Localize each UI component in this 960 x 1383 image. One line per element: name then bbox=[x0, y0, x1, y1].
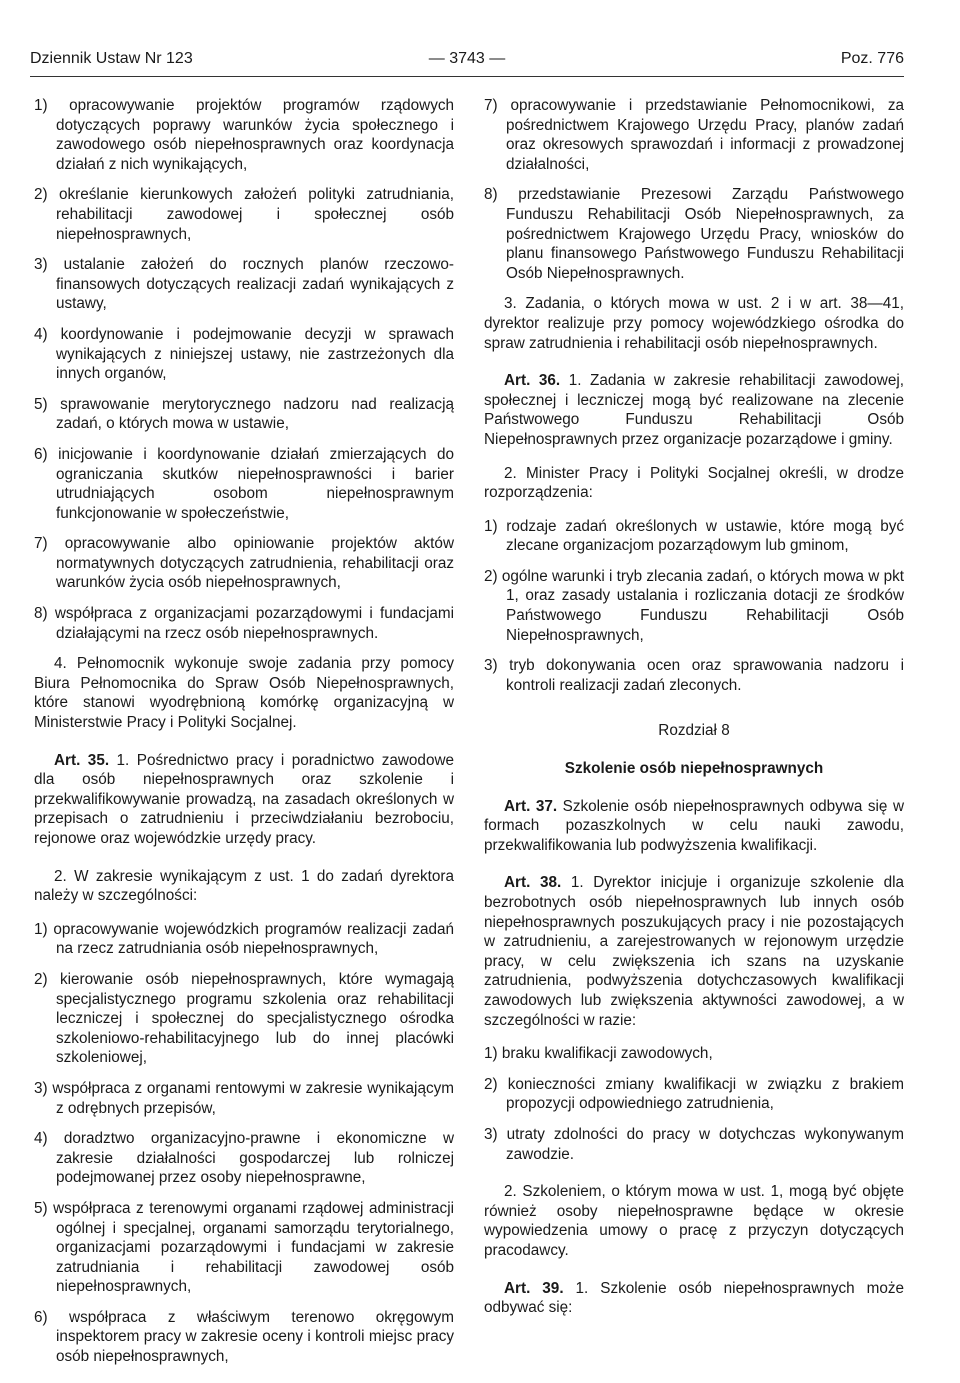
paragraph-3: 3. Zadania, o których mowa w ust. 2 i w art. 38—41, dyrektor realizuje przy pomocy wojewódzkiego ośrodka do spraw zatrudnienia i rehabilitacji osób niepełnosprawnych. bbox=[484, 295, 904, 352]
list-item: 3) tryb dokonywania ocen oraz sprawowania nadzoru i kontroli realizacji zadań zleconych. bbox=[484, 657, 904, 694]
article-35-paragraph-2: 2. W zakresie wynikającym z ust. 1 do zadań dyrektora należy w szczególności: bbox=[34, 867, 454, 905]
page-number: — 3743 — bbox=[428, 50, 506, 67]
list-item: 6) inicjowanie i koordynowanie działań zmierzających do ograniczania skutków niepełnosprawności i barier utrudniających osobom niepełnosprawnym funkcjonowanie w społeczeństwie, bbox=[34, 445, 454, 522]
right-list-c bbox=[484, 1044, 904, 1164]
right-list-b bbox=[484, 517, 904, 696]
list-item: 3) utraty zdolności do pracy w dotychczas wykonywanym zawodzie. bbox=[484, 1125, 904, 1163]
article-36-label: Art. 36. bbox=[504, 372, 561, 390]
article-35-text: 1. Pośrednictwo pracy i poradnictwo zawodowe dla osób niepełnosprawnych oraz szkolenie i przekwalifikowywanie prowadzą, na zasadach określonych w przepisach o zatrudnieniu i przeciwdziałaniu bezrobociu, rejonowe oraz wojewódzkie urzędy pracy. bbox=[34, 751, 454, 847]
article-37 bbox=[484, 797, 904, 856]
list-item: 3) ustalanie założeń do rocznych planów rzeczowo-finansowych dotyczących realizacji zadań wynikających z ustawy, bbox=[34, 256, 454, 313]
chapter-number: Rozdział 8 bbox=[658, 722, 730, 740]
article-38-paragraph-2: 2. Szkoleniem, o którym mowa w ust. 1, mogą być objęte również osoby niepełnosprawne będące w okresie wypowiedzenia umowy o pracę z przyczyn dotyczących pracodawcy. bbox=[484, 1183, 904, 1259]
list-item: 8) przedstawianie Prezesowi Zarządu Państwowego Funduszu Rehabilitacji Osób Niepełnosprawnych, za pośrednictwem Krajowego Urzędu Pracy, wniosków do planu finansowego Państwowego Funduszu Rehabilitacji Osób Niepełnosprawnych. bbox=[484, 186, 904, 282]
article-39-label: Art. 39. bbox=[504, 1279, 564, 1297]
list-item: 3) współpraca z organami rentowymi w zakresie wynikającym z odrębnych przepisów, bbox=[34, 1079, 454, 1117]
right-list-a bbox=[484, 96, 904, 283]
article-35 bbox=[34, 751, 454, 849]
article-35-label: Art. 35. bbox=[54, 751, 110, 769]
list-item: 1) braku kwalifikacji zawodowych, bbox=[484, 1045, 713, 1063]
article-36-text: 1. Zadania w zakresie rehabilitacji zawodowej, społecznej i leczniczej mogą być realizowane na zlecenie Państwowego Funduszu Rehabilitacji Osób Niepełnosprawnych przez organizacje pozarządowe i gminy. bbox=[484, 372, 904, 448]
list-item: 1) opracowywanie projektów programów rządowych dotyczących poprawy warunków życia społecznego i zawodowego osób niepełnosprawnych oraz koordynacja działań z nich wynikających, bbox=[34, 97, 454, 173]
list-item: 2) określanie kierunkowych założeń polityki zatrudniania, rehabilitacji zawodowej i społecznej osób niepełnosprawnych, bbox=[34, 186, 454, 243]
header-rule bbox=[30, 76, 904, 77]
list-item: 7) opracowywanie i przedstawianie Pełnomocnikowi, za pośrednictwem Krajowego Urzędu Pracy, planów zadań oraz okresowych sprawozdań i informacji z prowadzonej działalności, bbox=[484, 97, 904, 173]
list-item: 4) doradztwo organizacyjno-prawne i ekonomiczne w zakresie działalności gospodarczej lub rolniczej podejmowanej przez osoby niepełnosprawne, bbox=[34, 1130, 454, 1187]
position-number: Poz. 776 bbox=[840, 50, 904, 67]
left-list-a bbox=[34, 96, 454, 643]
list-item: 2) konieczności zmiany kwalifikacji w związku z brakiem propozycji odpowiedniego zatrudnienia, bbox=[484, 1075, 904, 1113]
article-38 bbox=[484, 873, 904, 1030]
left-column bbox=[34, 96, 454, 1378]
article-37-text: Szkolenie osób niepełnosprawnych odbywa się w formach pozaszkolnych w celu nauki zawodu, przekwalifikowania lub podwyższenia kwalifikacji. bbox=[484, 797, 904, 854]
list-item: 4) koordynowanie i podejmowanie decyzji w sprawach wynikających z niniejszej ustawy, nie zastrzeżonych dla innych organów, bbox=[34, 325, 454, 383]
article-37-label: Art. 37. bbox=[504, 797, 558, 815]
list-item: 2) kierowanie osób niepełnosprawnych, które wymagają specjalistycznego programu szkolenia oraz rehabilitacji leczniczej i społecznej do specjalistycznego ośrodka szkoleniowo-rehabilitacyjnego lub do innej placówki szkoleniowej, bbox=[34, 970, 454, 1067]
list-item: 1) opracowywanie wojewódzkich programów realizacji zadań na rzecz zatrudniania osób niepełnosprawnych, bbox=[34, 920, 454, 958]
article-38-label: Art. 38. bbox=[504, 874, 562, 892]
journal-name: Dziennik Ustaw Nr 123 bbox=[30, 50, 193, 67]
list-item: 6) współpraca z właściwym terenowo okręgowym inspektorem pracy w zakresie oceny i kontroli miejsc pracy osób niepełnosprawnych, bbox=[34, 1308, 454, 1366]
article-39-text: 1. Szkolenie osób niepełnosprawnych może odbywać się: bbox=[484, 1279, 904, 1317]
list-item: 5) sprawowanie merytorycznego nadzoru nad realizacją zadań, o których mowa w ustawie, bbox=[34, 395, 454, 433]
right-column bbox=[484, 96, 904, 1332]
article-38-text: 1. Dyrektor inicjuje i organizuje szkolenie dla bezrobotnych osób niepełnosprawnych lub innych osób niepełnosprawnych poszukujących pracy i nie pozostających w zatrudnieniu, a zarejestrowanych w rejonowym urzędzie pracy, w celu zwiększenia ich szans na uzyskanie zatrudnienia, podwyższenia dotychczasowych kwalifikacji zawodowych lub zwiększenia aktywności zawodowej, a w szczególności w razie: bbox=[484, 874, 904, 1029]
chapter-title: Szkolenie osób niepełnosprawnych bbox=[564, 760, 824, 778]
article-36 bbox=[484, 371, 904, 449]
left-list-b bbox=[34, 920, 454, 1367]
list-item: 2) ogólne warunki i tryb zlecania zadań, o których mowa w pkt 1, oraz zasady ustalania i rozliczania dotacji ze środków Państwowego Funduszu Rehabilitacji Osób Niepełnosprawnych, bbox=[484, 567, 905, 644]
list-item: 8) współpraca z organizacjami pozarządowymi i fundacjami działającymi na rzecz osób niepełnosprawnych. bbox=[34, 605, 454, 642]
list-item: 1) rodzaje zadań określonych w ustawie, które mogą być zlecane organizacjom pozarządowym lub gminom, bbox=[484, 517, 904, 555]
page-header bbox=[30, 50, 904, 74]
article-39 bbox=[484, 1279, 904, 1318]
paragraph-4: 4. Pełnomocnik wykonuje swoje zadania przy pomocy Biura Pełnomocnika do Spraw Osób Niepełnosprawnych, które stanowi wyodrębnioną komórkę organizacyjną w Ministerstwie Pracy i Polityki Socjalnej. bbox=[34, 655, 454, 732]
list-item: 5) współpraca z terenowymi organami rządowej administracji ogólnej i specjalnej, organami samorządu terytorialnego, organizacjami pozarządowymi i fundacjami w zakresie zatrudniania i rehabilitacji zawodowej osób niepełnosprawnych, bbox=[34, 1199, 454, 1296]
article-36-paragraph-2: 2. Minister Pracy i Polityki Socjalnej określi, w drodze rozporządzenia: bbox=[484, 464, 904, 502]
list-item: 7) opracowywanie albo opiniowanie projektów aktów normatywnych dotyczących zatrudnienia, rehabilitacji oraz warunków życia osób niepełnosprawnych, bbox=[34, 535, 454, 592]
